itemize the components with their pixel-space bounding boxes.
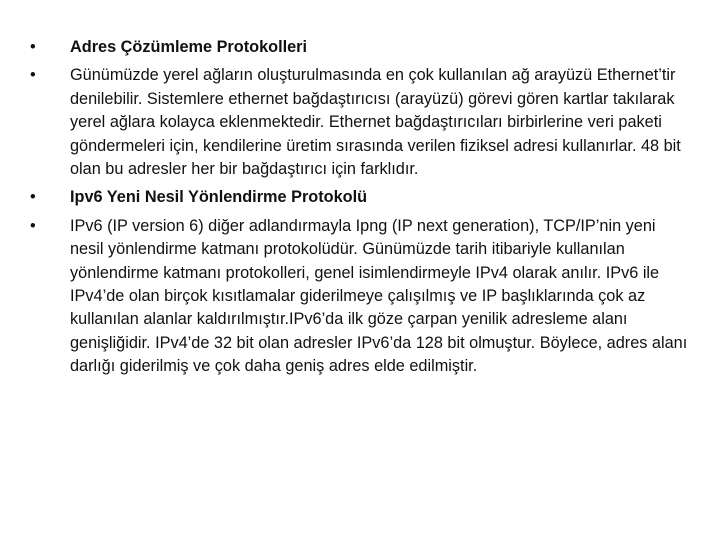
bullet-text: Ipv6 Yeni Nesil Yönlendirme Protokolü xyxy=(70,188,368,207)
bullet-marker: • xyxy=(30,216,36,235)
bullet-text: Adres Çözümleme Protokolleri xyxy=(70,38,308,56)
bullet-list xyxy=(30,36,690,384)
bullet-text: IPv6 (IP version 6) diğer adlandırmayla Ipng (IP next generation), TCP/IP’nin yeni nesil yönlendirme katmanı protokolüdür. Günümüzde tarih itibariyle kullanılan yönlendirme katmanı protokolleri, genel isimlendirmeyle IPv4 olarak anılır. IPv6 ile IPv4’de olan birçok kısıtlamalar giderilmeye çalışılmış ve IP başlıklarında çok az kullanılan alanlar kaldırılmıştır.IPv6’da ilk göze çarpan yenilik adresleme alanı genişliğidir. IPv4’de 32 bit olan adresler IPv6’da 128 bit olmuştur. Böylece, adres alanı darlığı giderilmiş ve çok daha geniş adres elde edilmiştir. xyxy=(70,216,688,376)
bullet-item-ethernet-paragraph xyxy=(30,64,690,181)
bullet-item-ipv6-paragraph xyxy=(30,215,690,379)
bullet-marker: • xyxy=(30,66,36,85)
bullet-marker: • xyxy=(30,38,36,56)
bullet-marker: • xyxy=(30,188,36,207)
bullet-item-address-resolution-heading xyxy=(30,36,690,59)
bullet-text: Günümüzde yerel ağların oluşturulmasında en çok kullanılan ağ arayüzü Ethernet’tir denilebilir. Sistemlere ethernet bağdaştırıcısı (arayüzü) görevi gören kartlar takılarak yerel ağlara kolayca eklenmektedir. Ethernet bağdaştırıcıları birbirlerine veri paketi göndermeleri için, kendilerine üretim sırasında verilen fiziksel adresi kullanırlar. 48 bit olan bu adresler her bir bağdaştırıcı için farklıdır. xyxy=(70,66,681,179)
bullet-item-ipv6-heading xyxy=(30,186,690,209)
